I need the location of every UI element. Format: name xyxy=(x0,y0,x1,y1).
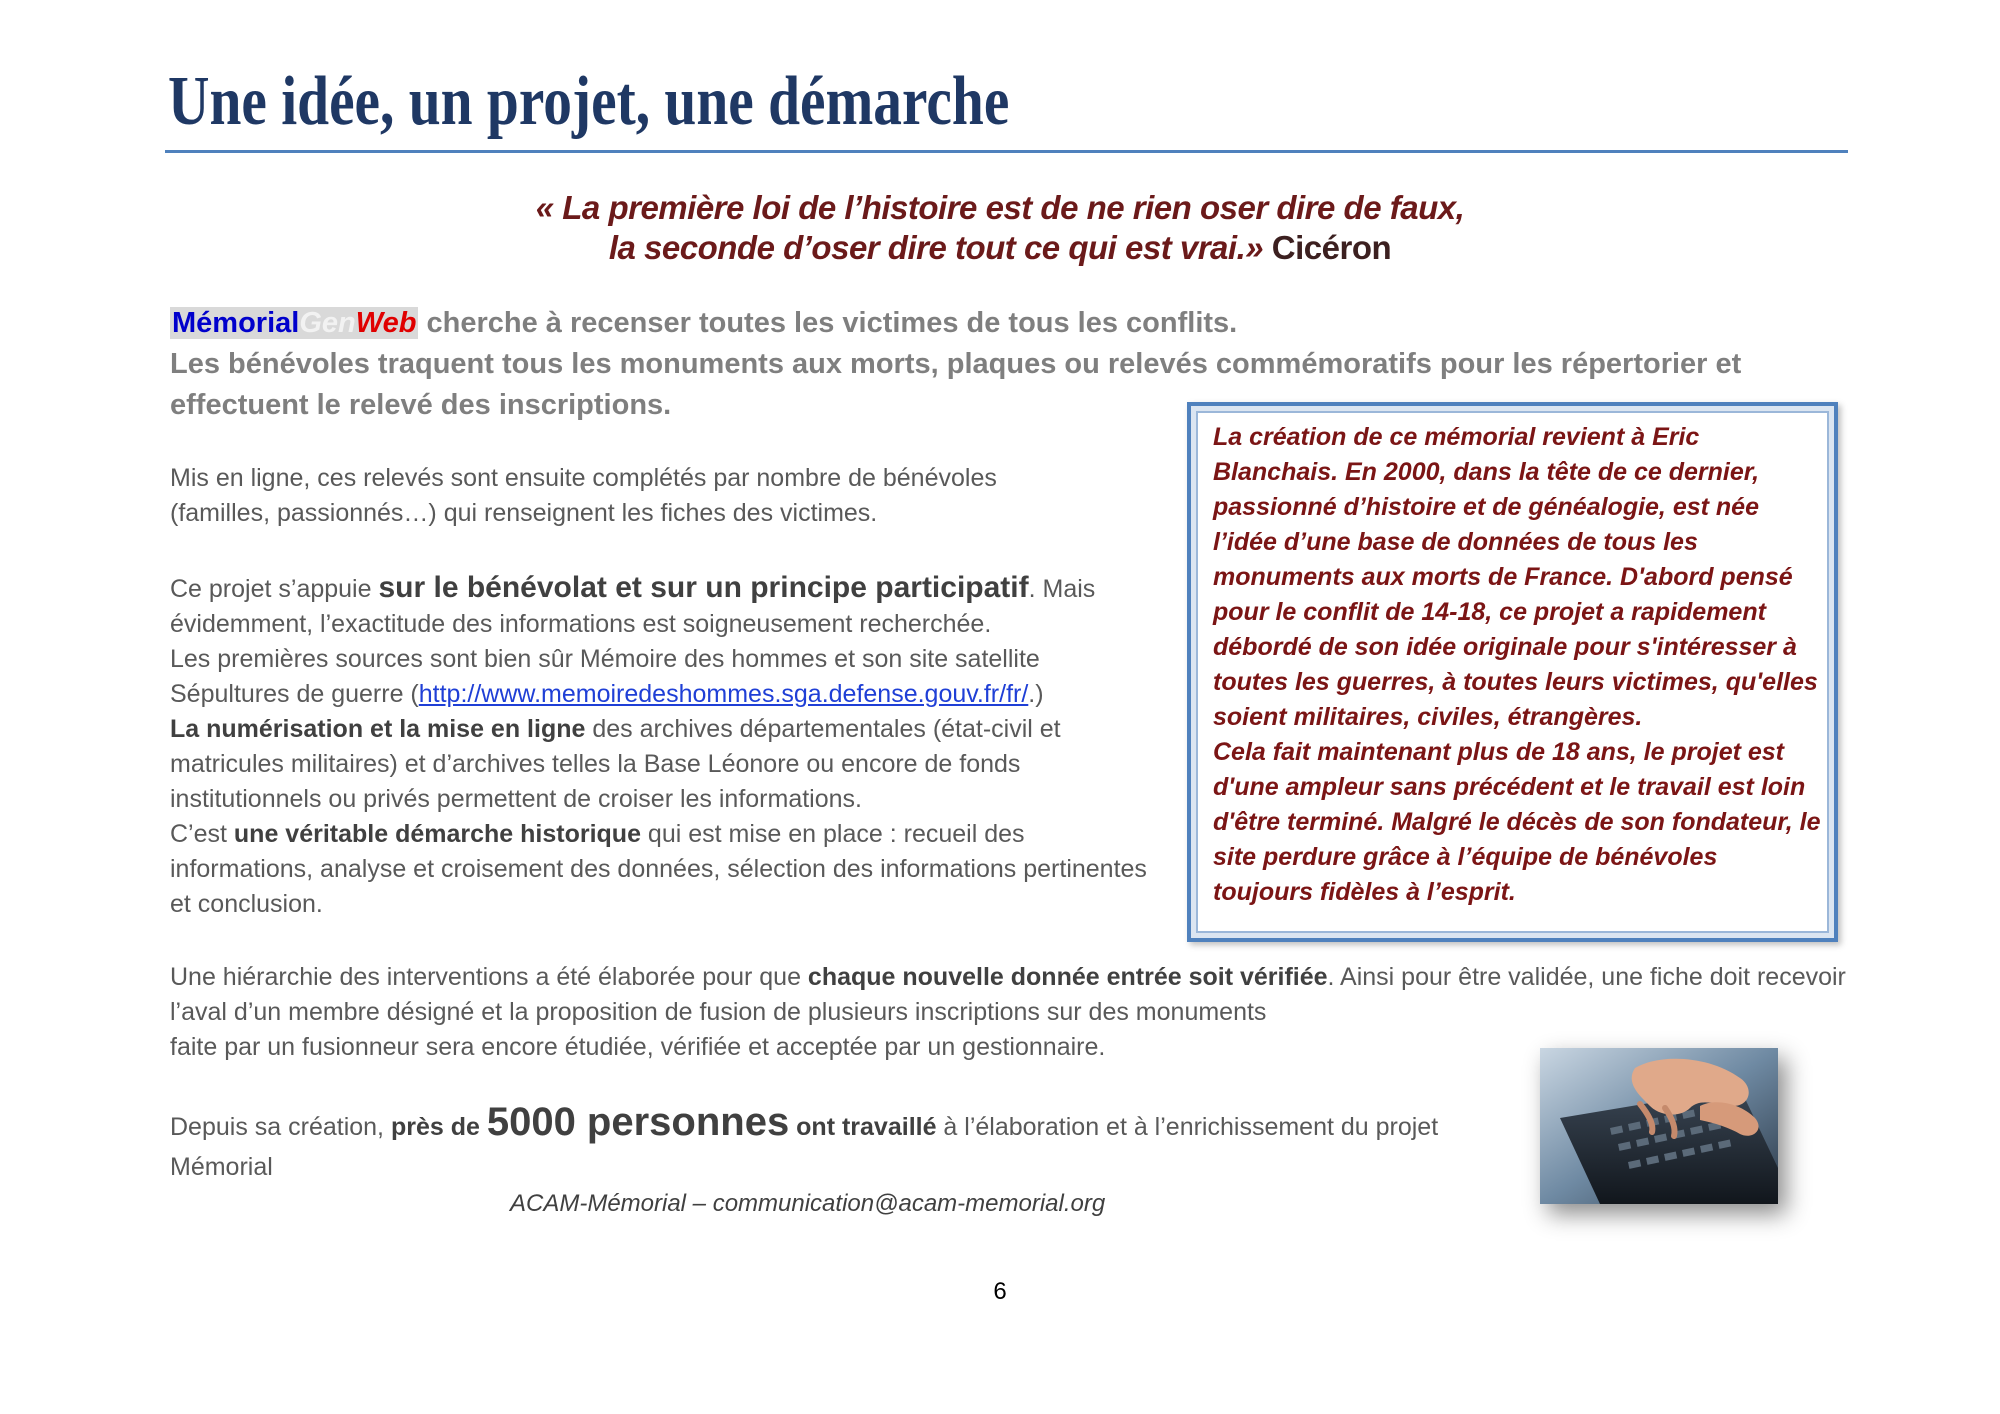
contact-footer: ACAM-Mémorial – communication@acam-memorial.org xyxy=(510,1190,1106,1217)
quote-line-2: la seconde d’oser dire tout ce qui est vrai.» Cicéron xyxy=(608,229,1392,266)
intro-line-1: MémorialGenWeb cherche à recenser toutes les victimes de tous les conflits. xyxy=(172,307,1238,339)
page-title: Une idée, un projet, une démarche xyxy=(168,63,1010,140)
memoire-des-hommes-link[interactable]: http://www.memoiredeshommes.sga.defense.gouv.fr/fr/ xyxy=(418,680,1029,708)
quote-line-1: « La première loi de l’histoire est de ne rien oser dire de faux, xyxy=(535,189,1465,226)
title-divider xyxy=(165,150,1848,153)
paragraph-contributors: Depuis sa création, près de 5000 personnes ont travaillé à l’élaboration et à l’enrichissement du projet Mémorial xyxy=(170,1100,1439,1181)
paragraph-online: Mis en ligne, ces relevés sont ensuite complétés par nombre de bénévoles (familles, passionnés…) qui renseignent les fiches des victimes. xyxy=(170,464,997,527)
contributors-count: 5000 personnes xyxy=(486,1100,790,1144)
cicero-quote xyxy=(300,188,1700,268)
page-number: 6 xyxy=(993,1278,1007,1305)
quote-author: Cicéron xyxy=(1271,229,1392,266)
paragraph-hierarchy: Une hiérarchie des interventions a été élaborée pour que chaque nouvelle donnée entrée soit vérifiée. Ainsi pour être validée, une fiche doit recevoir l’aval d’un membre désigné et la proposition de fusion de plusieurs inscriptions sur des monuments faite par un fusionneur sera encore étudiée, vérifiée et acceptée par un gestionnaire. xyxy=(170,963,1846,1061)
intro-line-2: Les bénévoles traquent tous les monuments aux morts, plaques ou relevés commémoratifs pour les répertorier et effectuent le relevé des inscriptions. xyxy=(170,348,1742,421)
sidebox-text: La création de ce mémorial revient à Eric Blanchais. En 2000, dans la tête de ce dernier, passionné d’histoire et de généalogie, est née l’idée d’une base de données de tous les monuments aux morts de France. D'abord pensé pour le conflit de 14-18, ce projet a rapidement débordé de son idée originale pour s'intéresser à toutes les guerres, à toutes leurs victimes, qu'elles soient militaires, civiles, étrangères. Cela fait maintenant plus de 18 ans, le projet est d'une ampleur sans précédent et le travail est loin d'être terminé. Malgré le décès de son fondateur, le site perdure grâce à l’équipe de bénévoles toujours fidèles à l’esprit. xyxy=(1213,423,1821,906)
paragraph-project: Ce projet s’appuie sur le bénévolat et sur un principe participatif. Mais évidemment, l’exactitude des informations est soigneusement recherchée. Les premières sources sont bien sûr Mémoire des hommes et son site satellite Sépultures de guerre (http://www.memoiredeshommes.sga.defense.gouv.fr/fr/.) La numérisation et la mise en ligne des archives départementales (état-civil et matricules militaires) et d’archives telles la Base Léonore ou encore de fonds institutionnels ou privés permettent de croiser les informations. C’est une véritable démarche historique qui est mise en place : recueil des informations, analyse et croisement des données, sélection des informations pertinentes et conclusion. xyxy=(170,571,1147,918)
keyboard-typing-photo xyxy=(1540,1048,1778,1204)
participatif-emphasis: sur le bénévolat et sur un principe participatif xyxy=(378,571,1029,604)
brand-logo: MémorialGenWeb xyxy=(172,307,417,339)
history-sidebox xyxy=(1187,402,1838,942)
